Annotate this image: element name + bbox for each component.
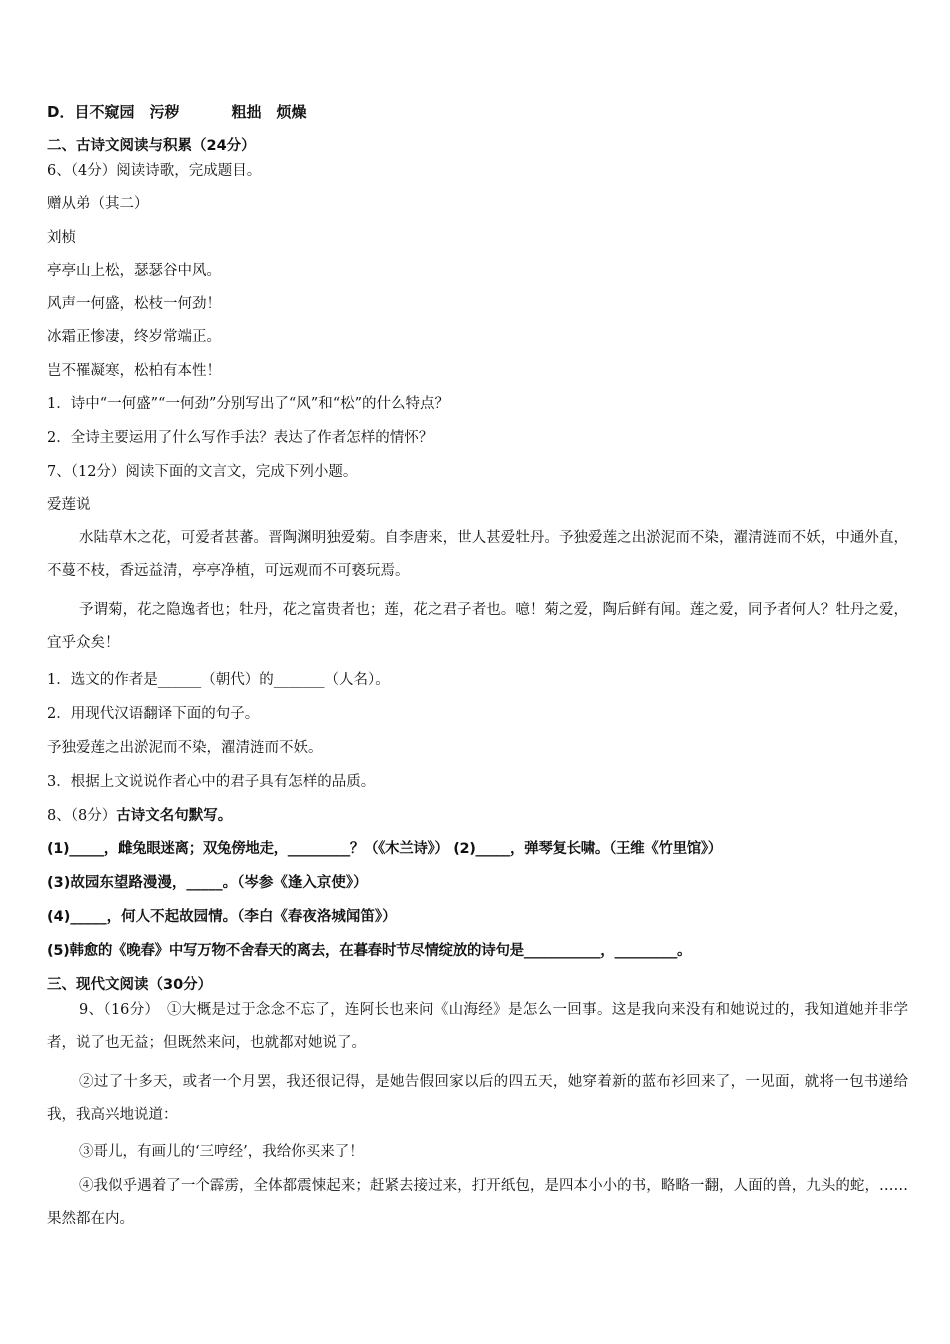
section-2-heading: 二、古诗文阅读与积累（24分） (47, 138, 256, 154)
poem-line-4: 岂不罹凝寒，松柏有本性！ (47, 363, 221, 379)
question-7-2: 2．用现代汉语翻译下面的句子。 (47, 706, 260, 722)
reading-paragraph-4: ④我似乎遇着了一个霹雳，全体都震悚起来；赶紧去接过来，打开纸包，是四本小小的书，略略一翻，人面的兽，九头的蛇，……果然都在内。 (47, 1178, 908, 1227)
question-8-title: 古诗文名句默写。 (116, 808, 233, 824)
question-8 (47, 806, 908, 826)
reading-paragraph-2: ②过了十多天，或者一个月罢，我还很记得，是她告假回家以后的四五天，她穿着新的蓝布衫回来了，一见面，就将一包书递给我，我高兴地说道： (47, 1074, 908, 1123)
question-6-1: 1．诗中“一何盛”“一何劲”分别写出了“风”和“松”的什么特点？ (47, 396, 450, 412)
option-d-part-b: 粗拙 烦燥 (231, 103, 307, 121)
question-7-3: 3．根据上文说说作者心中的君子具有怎样的品质。 (47, 774, 376, 790)
question-8-3: (3)故园东望路漫漫，_____。（岑参《逢入京使》） (47, 875, 368, 891)
reading-paragraph-1: 9、（16分） ①大概是过于念念不忘了，连阿长也来问《山海经》是怎么一回事。这是我向来没有和她说过的，我知道她并非学者，说了也无益；但既然来问，也就都对她说了。 (47, 1002, 908, 1051)
question-8-prefix: 8、（8分） (47, 808, 117, 824)
question-8-4: (4)_____，何人不起故园情。（李白《春夜洛城闻笛》） (47, 909, 397, 925)
option-d-prefix: D． (47, 103, 75, 121)
option-d-part-a: 目不窥园 污秽 (74, 103, 180, 121)
poem-author: 刘桢 (47, 230, 76, 246)
wenyan-title: 爱莲说 (47, 497, 91, 513)
reading-paragraph-3: ③哥儿，有画儿的‘三哼经’，我给你买来了！ (79, 1144, 364, 1160)
poem-line-2: 风声一何盛，松枝一何劲！ (47, 296, 221, 312)
wenyan-paragraph-1: 水陆草木之花，可爱者甚蕃。晋陶渊明独爱菊。自李唐来，世人甚爱牡丹。予独爱莲之出淤泥而不染，濯清涟而不妖，中通外直，不蔓不枝，香远益清，亭亭净植，可远观而不可亵玩焉。 (47, 530, 908, 579)
question-7-1: 1．选文的作者是______（朝代）的_______（人名）。 (47, 672, 390, 688)
poem-line-1: 亭亭山上松，瑟瑟谷中风。 (47, 263, 221, 279)
option-d-line (47, 102, 908, 122)
poem-title: 赠从弟（其二） (47, 196, 149, 212)
poem-line-3: 冰霜正惨凄，终岁常端正。 (47, 329, 221, 345)
question-7-2-sentence: 予独爱莲之出淤泥而不染，濯清涟而不妖。 (47, 740, 323, 756)
question-8-5: (5)韩愈的《晚春》中写万物不舍春天的离去，在暮春时节尽情绽放的诗句是___________，_________。 (47, 943, 692, 959)
wenyan-paragraph-2: 予谓菊，花之隐逸者也；牡丹，花之富贵者也；莲，花之君子者也。噫！菊之爱，陶后鲜有闻。莲之爱，同予者何人？牡丹之爱，宜乎众矣！ (47, 602, 908, 651)
question-8-1: (1)_____，雌兔眼迷离；双兔傍地走，_________？（《木兰诗》） (2)_____，弹琴复长啸。（王维《竹里馆》） (47, 841, 722, 857)
question-7: 7、（12分）阅读下面的文言文，完成下列小题。 (47, 464, 358, 480)
question-6-2: 2．全诗主要运用了什么写作手法？表达了作者怎样的情怀？ (47, 430, 434, 446)
section-3-heading: 三、现代文阅读（30分） (47, 977, 213, 993)
question-6: 6、（4分）阅读诗歌，完成题目。 (47, 163, 262, 179)
